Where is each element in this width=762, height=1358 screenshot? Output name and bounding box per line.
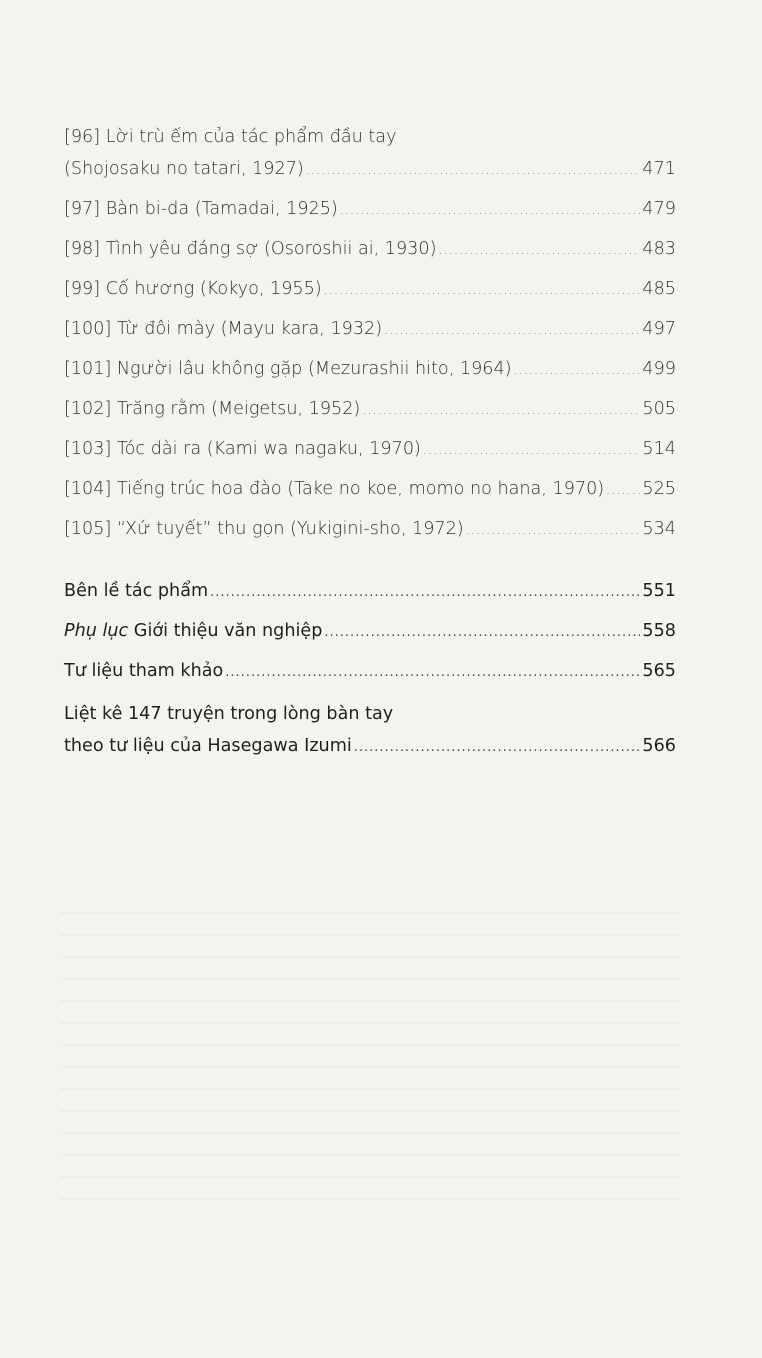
toc-entry-title: [96] Lời trù ếm của tác phẩm đầu tay <box>64 127 397 147</box>
toc-entry-99[interactable] <box>64 275 676 304</box>
dot-leader <box>354 733 641 762</box>
toc-entry-title: [101] Người lâu không gặp (Mezurashii hito, 1964) <box>64 359 512 379</box>
toc-section-prefix: Phụ lục <box>64 621 129 641</box>
toc-section-title: Bên lề tác phẩm <box>64 581 209 601</box>
toc-section-title: Tư liệu tham khảo <box>64 661 224 681</box>
toc-entry-title: [99] Cố hương (Kokyo, 1955) <box>64 279 322 299</box>
toc-section-liet-ke[interactable] <box>64 697 676 761</box>
toc-section-ben-le[interactable] <box>64 577 676 606</box>
dot-leader <box>423 436 641 465</box>
dot-leader <box>606 476 640 505</box>
toc-entry-96[interactable] <box>64 120 676 184</box>
dot-leader <box>384 316 640 345</box>
toc-page-number: 485 <box>642 279 676 299</box>
toc-page-number: 566 <box>642 736 676 756</box>
dot-leader <box>438 236 640 265</box>
dot-leader <box>362 396 640 425</box>
dot-leader <box>210 578 640 607</box>
toc-section-tu-lieu[interactable] <box>64 657 676 686</box>
toc-page-number: 558 <box>642 621 676 641</box>
toc-entry-title: [105] “Xứ tuyết” thu gọn (Yukigini-sho, 1972) <box>64 519 464 539</box>
toc-entry-title: [97] Bàn bi-da (Tamadai, 1925) <box>64 199 338 219</box>
toc-section-phu-luc[interactable] <box>64 617 676 646</box>
toc-entry-97[interactable] <box>64 195 676 224</box>
toc-entry-98[interactable] <box>64 235 676 264</box>
toc-page-number: 514 <box>642 439 676 459</box>
toc-page-number: 551 <box>642 581 676 601</box>
toc-page-number: 534 <box>642 519 676 539</box>
toc-section-title-cont: theo tư liệu của Hasegawa Izumi <box>64 736 352 756</box>
toc-page-number: 497 <box>642 319 676 339</box>
toc-page-number: 471 <box>642 159 676 179</box>
toc-entry-100[interactable] <box>64 315 676 344</box>
dot-leader <box>324 618 640 647</box>
toc-entry-title: [103] Tóc dài ra (Kami wa nagaku, 1970) <box>64 439 421 459</box>
toc-entry-101[interactable] <box>64 355 676 384</box>
toc-page-number: 479 <box>642 199 676 219</box>
toc-page-number: 499 <box>642 359 676 379</box>
toc-entry-104[interactable] <box>64 475 676 504</box>
toc-entry-102[interactable] <box>64 395 676 424</box>
toc-entry-title: [100] Từ đôi mày (Mayu kara, 1932) <box>64 319 383 339</box>
toc-section-title <box>64 617 322 646</box>
dot-leader <box>225 658 640 687</box>
toc-section-title-rest: Giới thiệu văn nghiệp <box>128 621 323 641</box>
toc-page-number: 483 <box>642 239 676 259</box>
section-spacer <box>64 555 676 577</box>
table-of-contents <box>64 120 676 772</box>
toc-entry-105[interactable] <box>64 515 676 544</box>
dot-leader <box>340 196 641 225</box>
toc-page-number: 525 <box>642 479 676 499</box>
toc-entry-title: [98] Tình yêu đáng sợ (Osoroshii ai, 1930) <box>64 239 437 259</box>
toc-section-title: Liệt kê 147 truyện trong lòng bàn tay <box>64 704 394 724</box>
dot-leader <box>306 156 641 185</box>
toc-entry-title: [102] Trăng rằm (Meigetsu, 1952) <box>64 399 361 419</box>
toc-page-number: 505 <box>642 399 676 419</box>
dot-leader <box>324 276 641 305</box>
dot-leader <box>514 356 641 385</box>
page-bleed-through <box>60 900 680 1200</box>
toc-page-number: 565 <box>642 661 676 681</box>
dot-leader <box>466 516 641 545</box>
toc-entry-103[interactable] <box>64 435 676 464</box>
toc-entry-title-cont: (Shojosaku no tatari, 1927) <box>64 159 304 179</box>
toc-entry-title: [104] Tiếng trúc hoa đào (Take no koe, momo no hana, 1970) <box>64 479 605 499</box>
